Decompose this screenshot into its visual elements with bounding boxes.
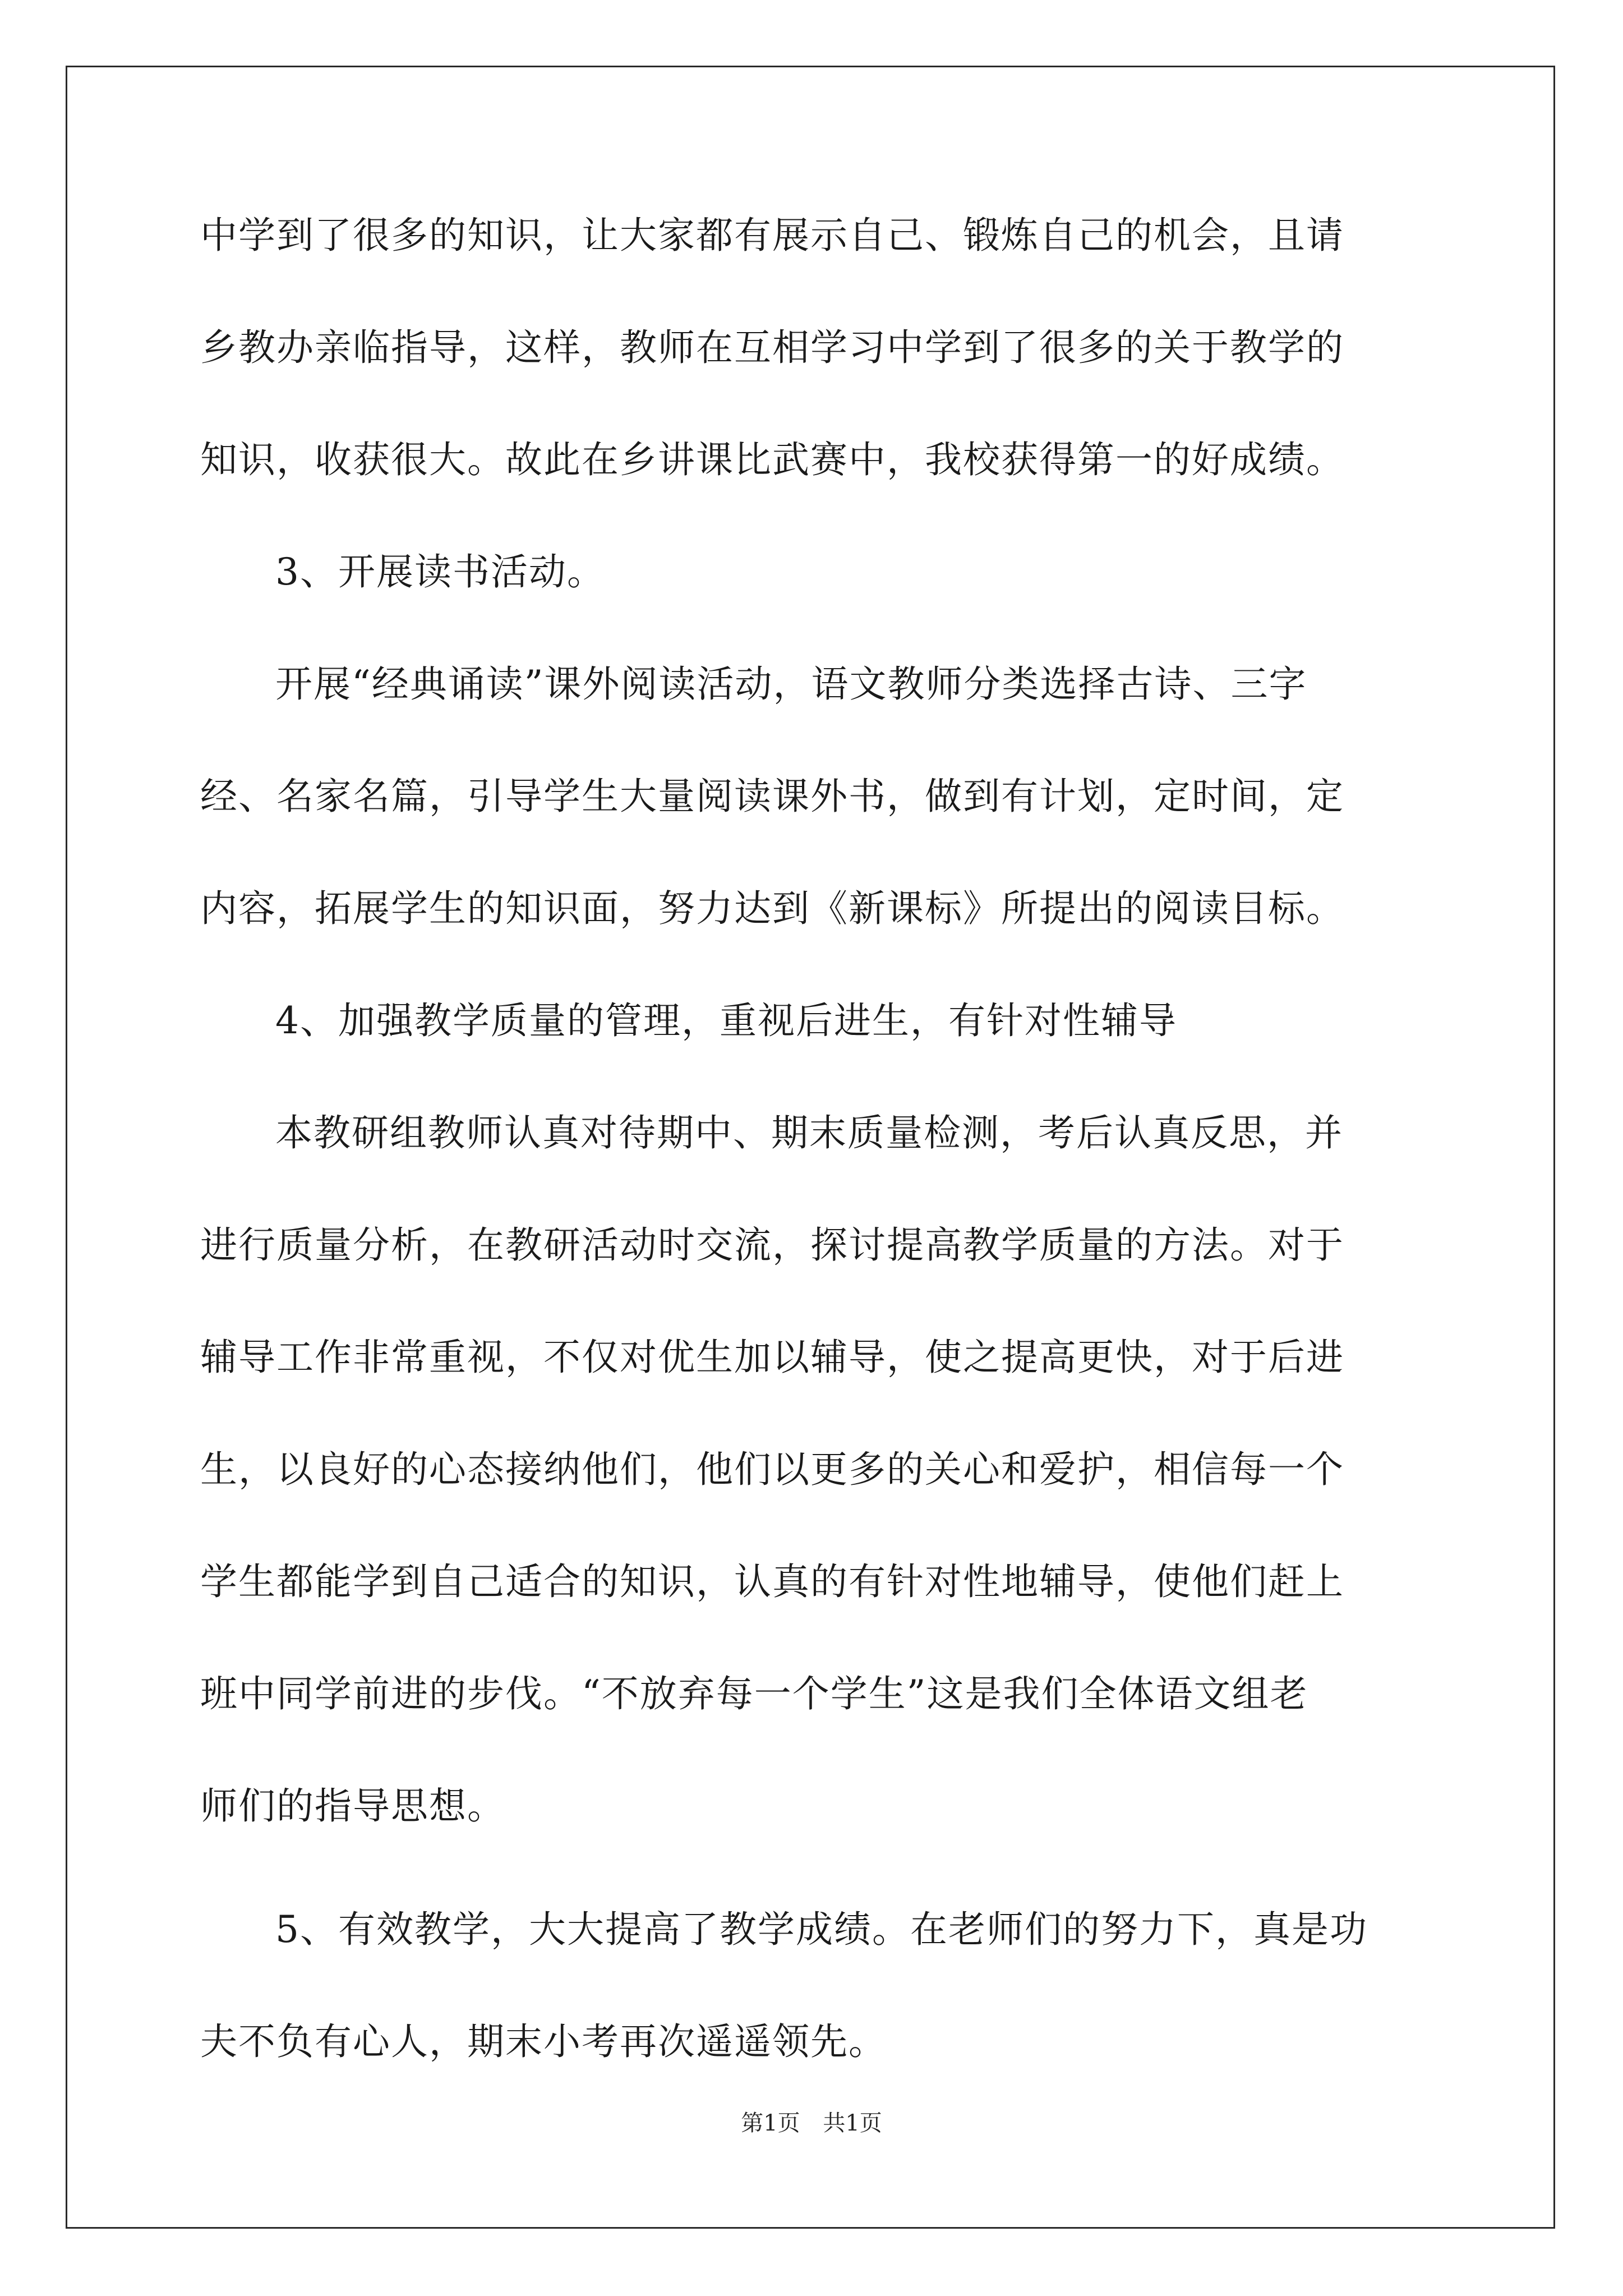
paragraph-line: 经、名家名篇，引导学生大量阅读课外书，做到有计划，定时间，定 xyxy=(200,775,1344,818)
paragraph-line: 本教研组教师认真对待期中、期末质量检测，考后认真反思，并 xyxy=(275,1111,1343,1154)
page-footer xyxy=(0,2109,1623,2137)
section-heading: 4、加强教学质量的管理，重视后进生，有针对性辅导 xyxy=(275,999,1177,1042)
paragraph-line: 夫不负有心人，期末小考再次遥遥领先。 xyxy=(200,2020,887,2063)
paragraph-line: 师们的指导思想。 xyxy=(200,1784,505,1828)
paragraph-line: 5、有效教学，大大提高了教学成绩。在老师们的努力下，真是功 xyxy=(275,1908,1368,1951)
section-heading: 3、开展读书活动。 xyxy=(275,550,605,593)
paragraph-line: 进行质量分析，在教研活动时交流，探讨提高教学质量的方法。对于 xyxy=(200,1223,1344,1267)
page-number: 第1页 xyxy=(741,2110,800,2136)
page-total: 共1页 xyxy=(823,2110,882,2136)
paragraph-line: 开展“经典诵读”课外阅读活动，语文教师分类选择古诗、三字 xyxy=(275,662,1307,706)
paragraph-line: 班中同学前进的步伐。“不放弃每一个学生”这是我们全体语文组老 xyxy=(200,1672,1308,1715)
paragraph-line: 乡教办亲临指导，这样，教师在互相学习中学到了很多的关于教学的 xyxy=(200,326,1344,369)
paragraph-line: 知识，收获很大。故此在乡讲课比武赛中，我校获得第一的好成绩。 xyxy=(200,438,1344,481)
paragraph-line: 内容，拓展学生的知识面，努力达到《新课标》所提出的阅读目标。 xyxy=(200,887,1344,930)
paragraph-line: 学生都能学到自己适合的知识，认真的有针对性地辅导，使他们赶上 xyxy=(200,1560,1344,1603)
paragraph-line: 辅导工作非常重视，不仅对优生加以辅导，使之提高更快，对于后进 xyxy=(200,1336,1344,1379)
paragraph-line: 生，以良好的心态接纳他们，他们以更多的关心和爱护，相信每一个 xyxy=(200,1448,1344,1491)
paragraph-line: 中学到了很多的知识，让大家都有展示自己、锻炼自己的机会，且请 xyxy=(200,214,1344,257)
